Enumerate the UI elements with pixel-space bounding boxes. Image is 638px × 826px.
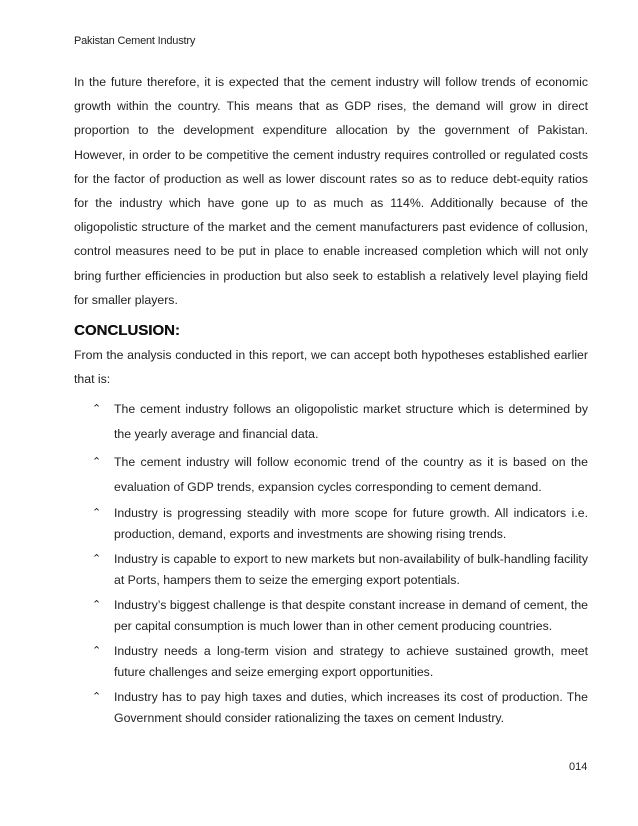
list-item — [74, 687, 588, 729]
list-item — [74, 549, 588, 591]
page-number: 014 — [569, 761, 588, 773]
list-item-text: The cement industry follows an oligopolistic market structure which is determined by the yearly average and financial data. — [114, 402, 588, 441]
list-item — [74, 397, 588, 446]
list-item-text: Industry is capable to export to new markets but non-availability of bulk-handling facility at Ports, hampers them to seize the emerging export potentials. — [114, 552, 588, 588]
list-item-text: Industry is progressing steadily with more scope for future growth. All indicators i.e. production, demand, exports and investments are showing rising trends. — [114, 506, 588, 542]
arrow-up-bullet-icon: ⌃ — [92, 553, 102, 566]
arrow-up-bullet-icon: ⌃ — [92, 456, 102, 469]
arrow-up-bullet-icon: ⌃ — [92, 507, 102, 520]
arrow-up-bullet-icon: ⌃ — [92, 599, 102, 612]
list-item — [74, 595, 588, 637]
arrow-up-bullet-icon: ⌃ — [92, 691, 102, 704]
page-content — [74, 70, 588, 733]
conclusion-list — [74, 397, 588, 729]
list-item — [74, 450, 588, 499]
arrow-up-bullet-icon: ⌃ — [92, 403, 102, 416]
body-paragraph: In the future therefore, it is expected that the cement industry will follow trends of economic growth within the country. This means that as GDP rises, the demand will grow in direct proportion to the development expenditure allocation by the government of Pakistan. However, in order to be competitive the cement industry requires controlled or regulated costs for the factor of production as well as lower discount rates so as to reduce debt-equity ratios for the industry which have gone up to as much as 114%. Additionally because of the oligopolistic structure of the market and the cement manufacturers past evidence of collusion, control measures need to be put in place to enable increased completion which will not only bring further efficiencies in production but also seek to establish a relatively level playing field for smaller players. — [74, 75, 588, 307]
list-item-text: Industry needs a long-term vision and strategy to achieve sustained growth, meet future challenges and seize emerging export opportunities. — [114, 644, 588, 680]
list-item — [74, 503, 588, 545]
conclusion-intro: From the analysis conducted in this report, we can accept both hypotheses established earlier that is: — [74, 348, 588, 387]
running-header: Pakistan Cement Industry — [74, 35, 196, 47]
conclusion-heading: CONCLUSION: — [74, 322, 180, 340]
list-item — [74, 641, 588, 683]
arrow-up-bullet-icon: ⌃ — [92, 645, 102, 658]
list-item-text: Industry has to pay high taxes and duties, which increases its cost of production. The Government should consider rationalizing the taxes on cement Industry. — [114, 690, 588, 726]
list-item-text: The cement industry will follow economic trend of the country as it is based on the evaluation of GDP trends, expansion cycles corresponding to cement demand. — [114, 455, 588, 494]
list-item-text: Industry’s biggest challenge is that despite constant increase in demand of cement, the per capital consumption is much lower than in other cement producing countries. — [114, 598, 588, 634]
